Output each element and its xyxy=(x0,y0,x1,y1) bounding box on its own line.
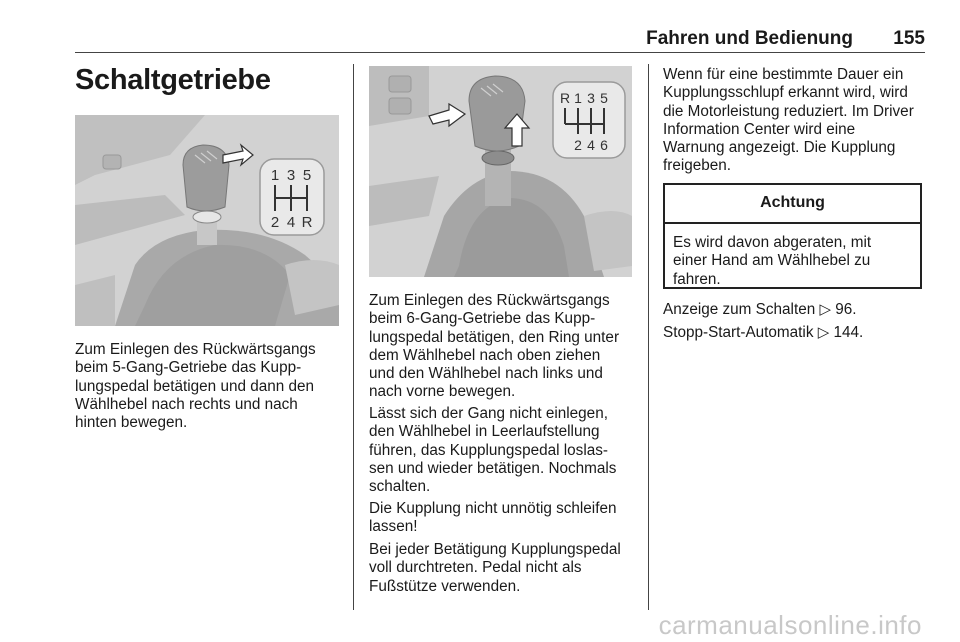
gear-label: R xyxy=(301,214,313,231)
caution-body xyxy=(665,224,920,289)
xref-page: 96. xyxy=(831,301,857,318)
gear-label: 5 xyxy=(600,90,608,106)
text-line: hinten bewegen. xyxy=(75,414,188,432)
figure-6-speed-gearshift xyxy=(369,66,632,277)
gear-label: 1 xyxy=(574,90,582,106)
text-line: den Wählhebel in Leerlaufstellung xyxy=(369,423,600,441)
gear-label: R xyxy=(559,90,571,106)
gearshift-illustration-6-speed xyxy=(369,66,632,277)
gearshift-illustration-5-speed xyxy=(75,115,339,326)
text-line: die Motorleistung reduziert. Im Driver xyxy=(663,102,914,120)
gear-label: 4 xyxy=(587,137,595,153)
paragraph-clutch-slip-detection xyxy=(663,66,933,176)
text-line: beim 5-Gang-Getriebe das Kupp‐ xyxy=(75,359,302,377)
page-header xyxy=(75,26,925,53)
gear-label: 2 xyxy=(270,214,280,231)
page-number: 155 xyxy=(893,28,925,49)
watermark: carmanualsonline.info xyxy=(658,610,922,640)
text-line: Warnung angezeigt. Die Kupplung xyxy=(663,139,896,157)
triangle-right-icon: ▷ xyxy=(817,324,830,341)
text-line: Bei jeder Betätigung Kupplungspedal xyxy=(369,541,621,558)
caution-heading: Achtung xyxy=(665,185,920,224)
paragraph-gear-not-engaging xyxy=(369,405,641,496)
text-line: Fußstütze verwenden. xyxy=(369,577,521,595)
text-line: fahren. xyxy=(673,270,721,288)
text-line: Wählhebel nach rechts und nach xyxy=(75,395,298,413)
gear-label: 5 xyxy=(302,167,312,184)
text-line: freigeben. xyxy=(663,157,732,175)
text-line: beim 6-Gang-Getriebe das Kupp‐ xyxy=(369,310,596,328)
triangle-right-icon: ▷ xyxy=(819,301,832,318)
gear-label: 2 xyxy=(574,137,582,153)
text-line: Information Center wird eine xyxy=(663,120,856,138)
text-line: lungspedal betätigen, den Ring unter xyxy=(369,328,620,346)
column-divider xyxy=(353,64,354,610)
text-line: Lässt sich der Gang nicht einlegen, xyxy=(369,405,608,422)
text-line: Zum Einlegen des Rückwärtsgangs xyxy=(75,341,316,358)
xref-stop-start[interactable] xyxy=(663,324,933,342)
text-line: Wenn für eine bestimmte Dauer ein xyxy=(663,66,904,83)
text-line: lassen! xyxy=(369,518,418,536)
text-line: dem Wählhebel nach oben ziehen xyxy=(369,346,601,364)
text-line: führen, das Kupplungspedal loslas‐ xyxy=(369,441,608,459)
text-line: Zum Einlegen des Rückwärtsgangs xyxy=(369,292,610,309)
text-line: und den Wählhebel nach links und xyxy=(369,365,603,383)
xref-shift-indicator[interactable] xyxy=(663,301,933,319)
text-line: einer Hand am Wählhebel zu xyxy=(673,252,871,270)
gear-label: 3 xyxy=(286,167,296,184)
text-line: lungspedal betätigen und dann den xyxy=(75,377,315,395)
chapter-title: Schaltgetriebe xyxy=(75,64,271,96)
gear-label: 3 xyxy=(587,90,595,106)
text-line: voll durchtreten. Pedal nicht als xyxy=(369,559,582,577)
paragraph-6-speed-reverse xyxy=(369,292,641,402)
xref-label: Stopp-Start-Automatik xyxy=(663,324,818,341)
text-line: schalten. xyxy=(369,478,431,496)
gear-label: 6 xyxy=(600,137,608,153)
paragraph-clutch-pedal xyxy=(369,541,641,596)
text-line: Kupplungsschlupf erkannt wird, wird xyxy=(663,84,908,102)
paragraph-5-speed-reverse xyxy=(75,341,347,432)
text-line: sen und wieder betätigen. Nochmals xyxy=(369,459,617,477)
xref-label: Anzeige zum Schalten xyxy=(663,301,820,318)
paragraph-clutch-slip xyxy=(369,500,641,537)
header-title: Fahren und Bedienung xyxy=(646,28,853,49)
text-line: Die Kupplung nicht unnötig schleifen xyxy=(369,500,617,517)
text-line: nach vorne bewegen. xyxy=(369,383,516,401)
gear-label: 4 xyxy=(286,214,296,231)
figure-5-speed-gearshift xyxy=(75,115,339,326)
caution-note xyxy=(663,183,922,289)
text-line: Es wird davon abgeraten, mit xyxy=(673,234,872,251)
column-divider xyxy=(648,64,649,610)
xref-page: 144. xyxy=(829,324,864,341)
gear-label: 1 xyxy=(270,167,280,184)
